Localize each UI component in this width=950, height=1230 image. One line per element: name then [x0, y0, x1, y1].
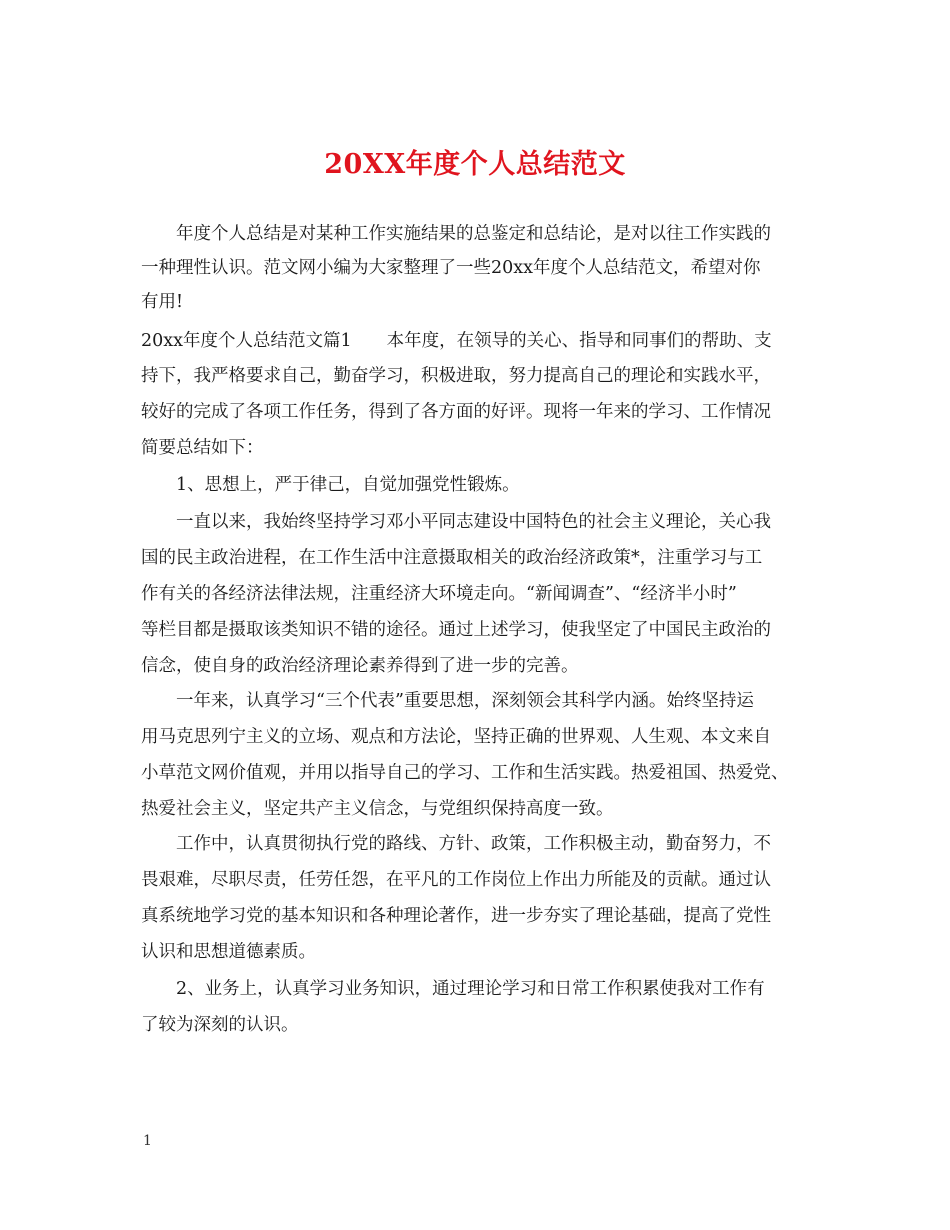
body-line: 畏艰难，尽职尽责，任劳任怨，在平凡的工作岗位上作出力所能及的贡献。通过认 [141, 870, 771, 890]
body-line: 信念，使自身的政治经济理论素养得到了进一步的完善。 [141, 656, 579, 676]
body-line: 工作中，认真贯彻执行党的路线、方针、政策，工作积极主动，勤奋努力，不 [176, 834, 771, 854]
section-heading: 2、业务上，认真学习业务知识，通过理论学习和日常工作积累使我对工作有 [176, 979, 765, 999]
body-line: 热爱社会主义，坚定共产主义信念，与党组织保持高度一致。 [141, 799, 614, 819]
body-line: 年度个人总结是对某种工作实施结果的总鉴定和总结论，是对以往工作实践的 [176, 224, 771, 244]
body-line: 简要总结如下： [141, 438, 264, 458]
body-line: 较好的完成了各项工作任务，得到了各方面的好评。现将一年来的学习、工作情况 [141, 402, 771, 422]
body-line: 真系统地学习党的基本知识和各种理论著作，进一步夯实了理论基础，提高了党性 [141, 906, 771, 926]
body-line: 等栏目都是摄取该类知识不错的途径。通过上述学习，使我坚定了中国民主政治的 [141, 620, 771, 640]
body-line: 有用! [141, 292, 184, 312]
body-line: 用马克思列宁主义的立场、观点和方法论，坚持正确的世界观、人生观、本文来自 [141, 727, 771, 747]
body-line: 一种理性认识。范文网小编为大家整理了一些20xx年度个人总结范文，希望对你 [141, 258, 761, 278]
body-line: 一年来，认真学习“三个代表”重要思想，深刻领会其科学内涵。始终坚持运 [176, 691, 754, 711]
document-title: 20XX年度个人总结范文 [324, 149, 626, 180]
section-heading: 1、思想上，严于律己，自觉加强党性锻炼。 [176, 475, 520, 495]
body-line: 认识和思想道德素质。 [141, 942, 316, 962]
body-line: 小草范文网价值观，并用以指导自己的学习、工作和生活实践。热爱祖国、热爱党、 [141, 763, 789, 783]
body-line: 一直以来，我始终坚持学习邓小平同志建设中国特色的社会主义理论，关心我 [176, 512, 771, 532]
body-line: 国的民主政治进程，在工作生活中注意摄取相关的政治经济政策*，注重学习与工 [141, 548, 763, 568]
body-line: 持下，我严格要求自己，勤奋学习，积极进取，努力提高自己的理论和实践水平， [141, 366, 771, 386]
body-line: 了较为深刻的认识。 [141, 1015, 299, 1035]
body-line: 20xx年度个人总结范文篇1 本年度，在领导的关心、指导和同事们的帮助、支 [141, 331, 772, 351]
body-line: 作有关的各经济法律法规，注重经济大环境走向。“新闻调查”、“经济半小时” [141, 584, 737, 604]
page-number: 1 [143, 1133, 152, 1149]
